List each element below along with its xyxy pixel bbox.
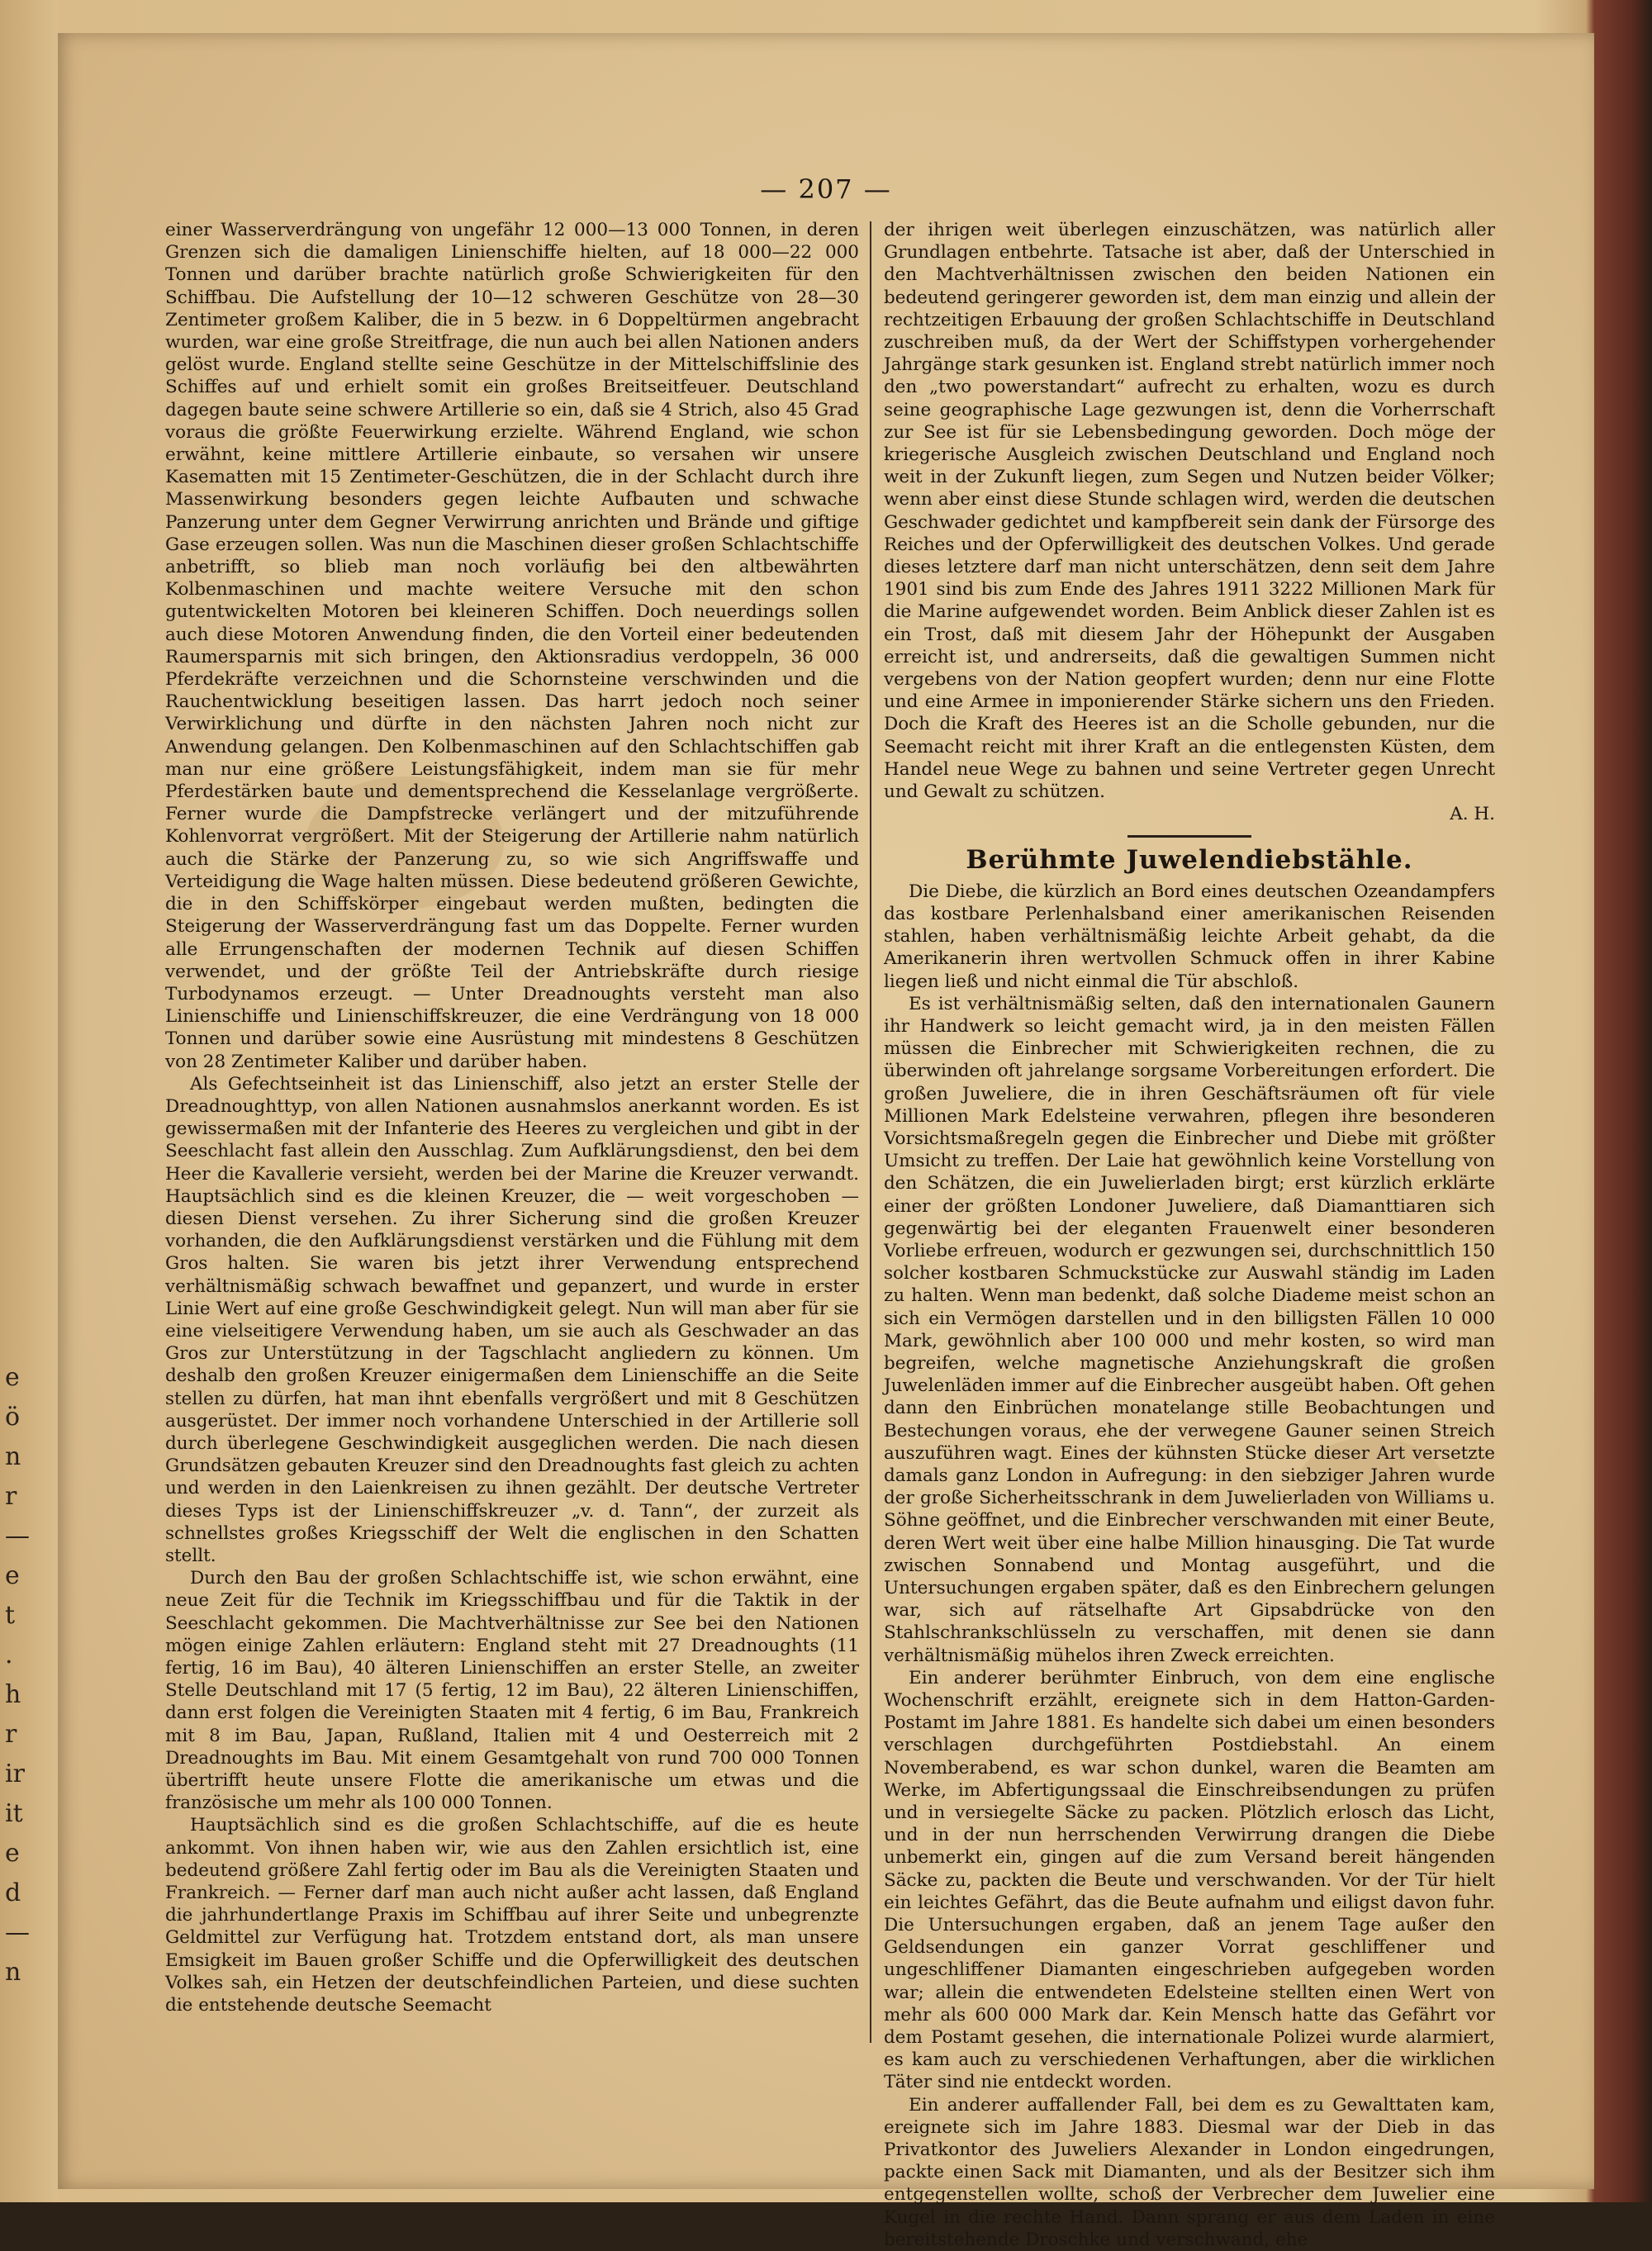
previous-page-glyph: n bbox=[5, 1958, 21, 1987]
previous-page-glyph: h bbox=[5, 1680, 21, 1709]
previous-page-glyph: — bbox=[5, 1522, 30, 1551]
previous-page-glyph: d bbox=[5, 1878, 21, 1907]
previous-page-glyph: e bbox=[5, 1363, 20, 1392]
paragraph: Hauptsächlich sind es die großen Schlachtschiffe, auf die es heute ankommt. Von ihnen haben wir, wie aus den Zahlen ersichtlich ist, eine bedeutend größere Zahl fertig oder im Bau als die Vereinigten Staaten und Frankreich. — Ferner darf man auch nicht außer acht lassen, daß England die jahrhundertlange Praxis im Schiffbau auf ihrer Seite und unbegrenzte Geldmittel zur Verfügung hat. Trotzdem entstand dort, als man unsere Emsigkeit im Bauen großer Schiffe und die Opferwilligkeit des deutschen Volkes sah, ein Hetzen der deutschfeindlichen Parteien, und diese suchten die entstehende deutsche Seemacht bbox=[165, 1815, 859, 2016]
article-title: Berühmte Juwelendiebstähle. bbox=[966, 845, 1413, 876]
signature: A. H. bbox=[1450, 804, 1495, 825]
scanned-page bbox=[58, 33, 1594, 2250]
previous-page-glyph: ir bbox=[5, 1759, 25, 1788]
paragraph: Als Gefechtseinheit ist das Linienschiff, also jetzt an erster Stelle der Dreadnoughttyp, von allen Nationen ausnahmslos anerkannt worden. Es ist gewissermaßen mit der Infanterie des Heeres zu vergleichen und gibt in der Seeschlacht fast allein den Ausschlag. Zum Aufklärungsdienst, den bei dem Heer die Kavallerie versieht, werden bei der Marine die Kreuzer verwandt. Hauptsächlich sind es die kleinen Kreuzer, die — weit vorgeschoben — diesen Dienst versehen. Zu ihrer Sicherung sind die großen Kreuzer vorhanden, die den Aufklärungsdienst verstärken und die Fühlung mit dem Gros halten. Sie waren bis jetzt ihrer Verwendung entsprechend verhältnismäßig schwach bewaffnet und gepanzert, und wurde in erster Linie Wert auf eine große Geschwindigkeit gelegt. Nun will man aber für sie eine vielseitigere Verwendung haben, um sie auch als Geschwader an das Gros zur Unterstützung in der Tagschlacht angliedern zu können. Um deshalb den großen Kreuzer einigermaßen dem Linienschiffe an die Seite stellen zu dürfen, hat man ihnt ebenfalls vergrößert und mit 8 Geschützen ausgerüstet. Der immer noch vorhandene Unterschied in der Artillerie soll durch überlegene Geschwindigkeit ausgeglichen werden. Die nach diesen Grundsätzen gebauten Kreuzer sind den Dreadnoughts fast gleich zu achten und werden in den Laienkreisen zu ihnen gezählt. Der deutsche Vertreter dieses Typs ist der Linienschiffskreuzer „v. d. Tann“, der zurzeit als schnellstes großes Kriegsschiff der Welt die englischen in den Schatten stellt. bbox=[165, 1073, 859, 1566]
paragraph: Ein anderer auffallender Fall, bei dem es zu Gewalttaten kam, ereignete sich im Jahre 1883. Diesmal war der Dieb in das Privatkontor des Juweliers Alexander in London eingedrungen, packte einen Sack mit Diamanten, und als der Besitzer sich ihm entgegenstellen wollte, schoß der Verbrecher dem Juwelier eine Kugel in die rechte Hand. Dann sprang er aus dem Laden in eine bereitstehende Droschke und verschwand, ehe bbox=[884, 2094, 1495, 2250]
paragraph: Die Diebe, die kürzlich an Bord eines deutschen Ozeandampfers das kostbare Perlenhalsband einer amerikanischen Reisenden stahlen, haben verhältnismäßig leichte Arbeit gehabt, da die Amerikanerin ihren wertvollen Schmuck offen in ihrer Kabine liegen ließ und nicht einmal die Tür abschloß. bbox=[884, 881, 1495, 992]
previous-page-glyph: r bbox=[5, 1482, 17, 1511]
right-column bbox=[884, 219, 1495, 2250]
paragraph: Es ist verhältnismäßig selten, daß den internationalen Gaunern ihr Handwerk so leicht gemacht wird, ja in den meisten Fällen müssen die Einbrecher mit Schwierigkeiten rechnen, die zu überwinden oft jahrelange sorgsame Vorbereitungen erfordert. Die großen Juweliere, die in ihren Geschäftsräumen oft für viele Millionen Mark Edelsteine verwahren, pflegen ihre besonderen Vorsichtsmaßregeln gegen die Einbrecher und Diebe mit größter Umsicht zu treffen. Der Laie hat gewöhnlich keine Vorstellung von den Schätzen, die ein Juwelierladen birgt; erst kürzlich erklärte einer der größten Londoner Juweliere, daß Diamanttiaren sich gegenwärtig bei der eleganten Frauenwelt einer besonderen Vorliebe erfreuen, wodurch er gezwungen sei, durchschnittlich 150 solcher kostbaren Schmuckstücke zur Auswahl ständig im Laden zu halten. Wenn man bedenkt, daß solche Diademe meist schon an sich ein Vermögen darstellen und in den billigsten Fällen 10 000 Mark, gewöhnlich aber 100 000 und mehr kosten, so wird man begreifen, welche magnetische Anziehungskraft die großen Juwelenläden immer auf die Einbrecher ausgeübt haben. Oft gehen dann den Einbrüchen monatelange stille Beobachtungen und Bestechungen voraus, ehe der verwegene Gauner seinen Streich auszuführen wagt. Eines der kühnsten Stücke dieser Art versetzte damals ganz London in Aufregung: in den siebziger Jahren wurde der große Sicherheitsschrank in dem Juwelierladen von Williams u. Söhne geöffnet, und die Einbrecher verschwanden mit einer Beute, deren Wert weit über eine halbe Million hinausging. Die Tat wurde zwischen Sonnabend und Montag ausgeführt, und die Untersuchungen ergaben später, daß es den Einbrechern gelungen war, sich auf rätselhafte Art Gipsabdrücke von den Stahlschrankschlüsseln zu verschaffen, mit denen sie dann verhältnismäßig mühelos ihren Zweck erreichten. bbox=[884, 993, 1495, 1666]
column-divider bbox=[870, 221, 871, 2043]
previous-page-glyph: e bbox=[5, 1839, 20, 1868]
previous-page-edge bbox=[0, 0, 58, 2202]
left-column bbox=[165, 219, 859, 2044]
previous-page-glyph: e bbox=[5, 1561, 20, 1590]
paragraph: einer Wasserverdrängung von ungefähr 12 000—13 000 Tonnen, in deren Grenzen sich die damaligen Linienschiffe hielten, auf 18 000—22 000 Tonnen und darüber brachte natürlich große Schwierigkeiten für den Schiffbau. Die Aufstellung der 10—12 schweren Geschütze von 28—30 Zentimeter großem Kaliber, die in 5 bezw. in 6 Doppeltürmen angebracht wurden, war eine große Streitfrage, die nun auch bei allen Nationen anders gelöst wurde. England stellte seine Geschütze in der Mittelschiffslinie des Schiffes auf und erhielt somit ein großes Breitseitfeuer. Deutschland dagegen baute seine schwere Artillerie so ein, daß sie 4 Strich, also 45 Grad voraus die größte Feuerwirkung erzielte. Während England, wie schon erwähnt, keine mittlere Artillerie einbaute, so versahen wir unsere Kasematten mit 15 Zentimeter-Geschützen, die in der Schlacht durch ihre Massenwirkung besonders gegen leichte Aufbauten und schwache Panzerung unter dem Gegner Verwirrung anrichten und Brände und giftige Gase erzeugen sollen. Was nun die Maschinen dieser großen Schlachtschiffe anbetrifft, so blieb man noch vorläufig bei den altbewährten Kolbenmaschinen und machte weitere Versuche mit den schon gutentwickelten Motoren bei kleineren Schiffen. Doch neuerdings sollen auch diese Motoren Anwendung finden, die den Vorteil einer bedeutenden Raumersparnis mit sich bringen, den Aktionsradius verdoppeln, 36 000 Pferdekräfte verzeichnen und die Schornsteine verschwinden und die Rauchentwicklung beseitigen lassen. Das harrt jedoch noch seiner Verwirklichung und dürfte in den nächsten Jahren noch nicht zur Anwendung gelangen. Den Kolbenmaschinen auf den Schlachtschiffen gab man nur eine größere Leistungsfähigkeit, indem man sie für mehr Pferdestärken baute und dementsprechend die Kesselanlage vergrößerte. Ferner wurde die Dampfstrecke verlängert und der mitzuführende Kohlenvorrat vergrößert. Mit der Steigerung der Artillerie nahm natürlich auch die Stärke der Panzerung zu, so wie sich Angriffswaffe und Verteidigung die Wage halten müssen. Diese bedeutend größeren Gewichte, die in den Schiffskörper eingebaut werden mußten, bedingten die Steigerung der Wasserverdrängung fast um das Doppelte. Ferner wurden alle Errungenschaften der modernen Technik auf diesen Schiffen verwendet, und der größte Teil der Antriebskräfte durch riesige Turbodynamos erzeugt. — Unter Dreadnoughts versteht man also Linienschiffe und Linienschiffskreuzer, die eine Verdrängung von 18 000 Tonnen und darüber sowie eine Ausrüstung mit mindestens 8 Geschützen von 28 Zentimeter Kaliber und darüber haben. bbox=[165, 220, 859, 1072]
previous-page-glyph: — bbox=[5, 1918, 30, 1947]
previous-page-glyph: . bbox=[5, 1641, 13, 1669]
page-number: — 207 — bbox=[760, 173, 892, 205]
paragraph: Durch den Bau der großen Schlachtschiffe ist, wie schon erwähnt, eine neue Zeit für die Technik im Kriegsschiffbau und für die Taktik in der Seeschlacht gekommen. Die Machtverhältnisse zur See bei den Nationen mögen einige Zahlen erläutern: England steht mit 27 Dreadnoughts (11 fertig, 16 im Bau), 40 älteren Linienschiffen an erster Stelle, an zweiter Stelle Deutschland mit 17 (5 fertig, 12 im Bau), 22 älteren Linienschiffen, dann erst folgen die Vereinigten Staaten mit 4 fertig, 6 im Bau, Frankreich mit 8 im Bau, Japan, Rußland, Italien mit 4 und Oesterreich mit 2 Dreadnoughts im Bau. Mit einem Gesamtgehalt von rund 700 000 Tonnen übertrifft heute unsere Flotte die amerikanische um etwas und die französische um mehr als 100 000 Tonnen. bbox=[165, 1568, 859, 1814]
previous-page-glyph: it bbox=[5, 1799, 23, 1828]
previous-page-glyph: r bbox=[5, 1720, 17, 1749]
previous-page-glyph: t bbox=[5, 1601, 16, 1630]
paragraph: der ihrigen weit überlegen einzuschätzen, was natürlich aller Grundlagen entbehrte. Tatsache ist aber, daß der Unterschied in den Machtverhältnissen zwischen den beiden Nationen ein bedeutend geringerer geworden ist, dem man einzig und allein der rechtzeitigen Erbauung der großen Schlachtschiffe in Deutschland zuschreiben muß, da der Wert der Schiffstypen vorhergehender Jahrgänge stark gesunken ist. England strebt natürlich immer noch den „two powerstandart“ aufrecht zu erhalten, wozu es durch seine geographische Lage gezwungen ist, denn die Vorherrschaft zur See ist für sie Lebensbedingung geworden. Doch möge der kriegerische Ausgleich zwischen Deutschland und England noch weit in der Zukunft liegen, zum Segen und Nutzen beider Völker; wenn aber einst diese Stunde schlagen wird, werden die deutschen Geschwader gedichtet und kampfbereit sein dank der Fürsorge des Reiches und der Opferwilligkeit des deutschen Volkes. Und gerade dieses letztere darf man nicht unterschätzen, denn seit dem Jahre 1901 sind bis zum Ende des Jahres 1911 3222 Millionen Mark für die Marine aufgewendet worden. Beim Anblick dieser Zahlen ist es ein Trost, daß mit diesem Jahr der Höhepunkt der Ausgaben erreicht ist, und andrerseits, daß die gewaltigen Summen nicht vergebens von der Nation geopfert wurden; denn nur eine Flotte und eine Armee in imponierender Stärke sichern uns den Frieden. Doch die Kraft des Heeres ist an die Scholle gebunden, nur die Seemacht reicht mit ihrer Kraft an die entlegensten Küsten, dem Handel neue Wege zu bahnen und seine Vertreter gegen Unrecht und Gewalt zu schützen. bbox=[884, 220, 1495, 803]
section-rule bbox=[1127, 835, 1251, 838]
previous-page-glyph: ö bbox=[5, 1403, 21, 1432]
previous-page-glyph: n bbox=[5, 1442, 21, 1471]
paragraph: Ein anderer berühmter Einbruch, von dem eine englische Wochenschrift erzählt, ereignete sich in dem Hatton-Garden-Postamt im Jahre 1881. Es handelte sich dabei um einen besonders verschlagen durchgeführten Postdiebstahl. An einem Novemberabend, es war schon dunkel, waren die Beamten am Werke, im Abfertigungssaal die Einschreibsendungen zu prüfen und in versiegelte Säcke zu packen. Plötzlich erlosch das Licht, und in der nun herrschenden Verwirrung drangen die Diebe unbemerkt ein, gingen auf die zum Versand bereit hängenden Säcke zu, packten die Beute und verschwanden. Vor der Tür hielt ein leichtes Gefährt, das die Beute aufnahm und eiligst davon fuhr. Die Untersuchungen ergaben, daß an jenem Tage außer den Geldsendungen ein ganzer Vorrat geschliffener und ungeschliffener Diamanten eingeschrieben aufgegeben worden war; allein die entwendeten Edelsteine stellten einen Wert von mehr als 600 000 Mark dar. Kein Mensch hatte das Gefährt vor dem Postamt gesehen, die internationale Polizei wurde alarmiert, es kam auch zu verschiedenen Verhaftungen, aber die wirklichen Täter sind nie entdeckt worden. bbox=[884, 1667, 1495, 2093]
